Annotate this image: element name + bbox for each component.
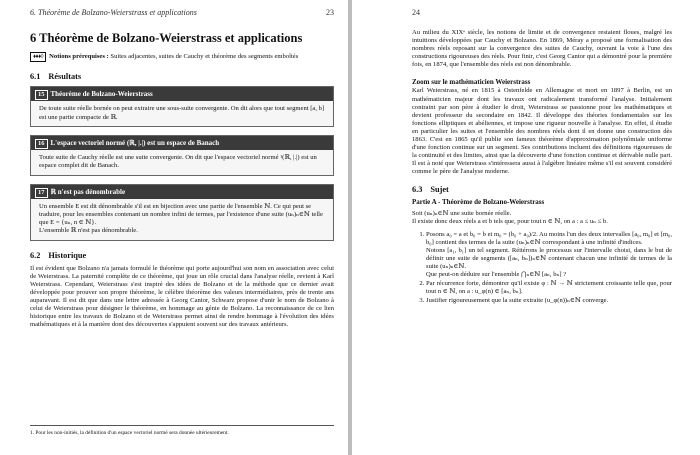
prereq-label: Notions prérequises :	[49, 53, 109, 60]
theorem-17-body	[31, 199, 333, 240]
section-number: 6.1	[30, 72, 41, 82]
section-number: 6.2	[30, 250, 41, 260]
question-1	[426, 231, 672, 280]
left-page	[0, 0, 348, 455]
theorem-16-header	[31, 136, 333, 150]
question-1-text: Posons a₀ = a et b₀ = b et m₀ = (b₀ + a₀)/2. Au moins l'un des deux intervalles [a₀, m₀] et [m₀, b₀] contient des termes de la suite (uₙ)ₙ∈ℕ correspondant à une infinité d'indices.	[426, 230, 672, 246]
theorem-title: ℝ n'est pas dénombrable	[50, 187, 126, 196]
chapter-title: 6 Théorème de Bolzano-Weierstrass et applications	[30, 31, 303, 45]
left-running-head	[30, 8, 334, 17]
theorem-17-statement: L'ensemble ℝ n'est pas dénombrable.	[39, 227, 138, 235]
left-running-title: 6. Théorème de Bolzano-Weierstrass et applications	[30, 8, 197, 17]
history-paragraph: Il est évident que Bolzano n'a jamais formulé le théorème qui porte aujourd'hui son nom en association avec celui de Weierstrass. La paternité complète de ce théorème, qui joue un rôle crucial dans l'analyse réelle, revient à Karl Weierstrass. Cependant, Weierstrass s'est inspiré des idées de Bolzano et de la méthode que ce dernier avait développée pour prouver son propre théorème, le célèbre théorème des valeurs intermédiaires, près de trente ans auparavant. Il est dit que dans une lettre adressée à Georg Cantor, Schwarz propose d'unir le nom de Bolzano à celui de Weierstrass pour désigner le théorème, en hommage au génie de Bolzano. La reconnaissance de ce lien historique entre les travaux de Bolzano et de Weierstrass permet ainsi de rendre hommage à l'évolution des idées mathématiques et à la manière dont des découvertes s'appuient souvent sur des travaux antérieurs.	[30, 264, 334, 329]
difficulty-diamonds-icon: ♦♦♦◊	[30, 52, 46, 62]
question-3: 3. Justifier rigoureusement que la suite extraite (u_φ(n))ₙ∈ℕ converge.	[426, 297, 672, 305]
question-1-text-c: Que peut-on déduire sur l'ensemble ⋂ₙ∈ℕ [aₙ, bₙ] ?	[426, 271, 567, 279]
theorem-16	[30, 135, 334, 176]
section-number: 6.3	[412, 184, 423, 194]
theorem-number: 17	[35, 188, 48, 198]
theorem-16-body: Toute suite de Cauchy réelle est une suite convergente. On dit que l'espace vectoriel normé ¹(ℝ, |.|) est un espace complet dit de Banach.	[31, 150, 333, 175]
section-sujet-heading	[412, 185, 672, 194]
right-running-head	[412, 8, 672, 17]
theorem-15	[30, 86, 334, 127]
right-page	[352, 0, 700, 455]
left-page-number: 23	[326, 8, 334, 17]
theorem-17	[30, 184, 334, 241]
theorem-17-text: Un ensemble E est dit dénombrable s'il est en bijection avec une partie de l'ensemble ℕ. Ce qui peut se traduire, pour les ensembles contenant un nombre infini de termes, par l'existence d'une suite (uₙ)ₙ∈ℕ telle que E = {uₙ, n ∈ ℕ}.	[39, 202, 323, 227]
section-title: Résultats	[48, 72, 82, 82]
footnote: 1. Pour les non-initiés, la définition d'un espace vectoriel normé sera donnée ultérieurement.	[30, 425, 334, 437]
theorem-title: Théorème de Bolzano-Weierstrass	[50, 90, 153, 99]
prereq-text: Suites adjacentes, suites de Cauchy et théorème des segments emboîtés	[108, 53, 299, 60]
theorem-number: 15	[35, 90, 48, 100]
history-continuation: Au milieu du XIXᵉ siècle, les notions de limite et de convergence restaient floues, malgré les intuitions développées par Cauchy et Bolzano. En 1869, Méray a proposé une formalisation des nombres réels reposant sur la convergence des suites de Cauchy, ouvrant la voie à l'une des constructions rigoureuses des réels. Pour finir, c'est Georg Cantor qui a démontré pour la première fois, en 1874, que l'ensemble des réels est non dénombrable.	[412, 29, 672, 69]
question-1-text-b: Notons [a₁, b₁] un tel segment. Réitérons le processus sur l'intervalle choisi, dans le but de définir une suite de segments ([aₙ, bₙ])ₙ∈ℕ contenant chacun une infinité de termes de la suite (uₙ)ₙ∈ℕ.	[426, 246, 672, 271]
right-page-number: 24	[412, 8, 420, 17]
question-2: 2. Par récurrence forte, démontrer qu'il existe φ : ℕ → ℕ strictement croissante telle que, pour tout n ∈ ℕ, on a : u_φ(n) ∈ [aₙ, bₙ].	[426, 280, 672, 296]
prerequisites	[30, 52, 334, 62]
zoom-paragraph: Karl Weierstrass, né en 1815 à Ostenfelde en Allemagne et mort en 1897 à Berlin, est un mathématicien majeur dont les travaux ont radicalement transformé l'analyse. Initialement contraint par son père à étudier le droit, Weierstrass se passionne pour les mathématiques et devient professeur du secondaire en 1842. Il développe des théories fondamentales sur les fonctions elliptiques et abéliennes, et impose une rigueur nouvelle à l'analyse. En effet, il étudie en particulier les suites et l'ensemble des nombres réels dont il en donne une construction dès 1863. C'est en 1865 qu'il publie son fameux théorème d'approximation polynômiale uniforme d'une fonction continue sur un segment. Ses contributions incluent des définitions rigoureuses de la continuité et des limites, ainsi que la découverte d'une fonction continue et dérivable nulle part. Il est à noté que Weierstrass s'intéressera aussi à l'algèbre linéaire même s'il est souvent considéré comme le père de l'analyse moderne.	[412, 87, 672, 176]
section-history-heading	[30, 251, 334, 260]
setup-line-1: Soit (uₙ)ₙ∈ℕ une suite bornée réelle.	[412, 209, 512, 217]
section-results-heading	[30, 72, 334, 81]
zoom-heading: Zoom sur le mathématicien Weierstrass	[412, 78, 531, 87]
section-title: Historique	[48, 250, 87, 260]
theorem-15-body: De toute suite réelle bornée on peut extraire une sous-suite convergente. On dit alors que tout segment [a, b] est une partie compacte de ℝ.	[31, 101, 333, 126]
question-list	[412, 231, 672, 306]
section-title: Sujet	[430, 184, 449, 194]
theorem-title: L'espace vectoriel normé (ℝ, |.|) est un espace de Banach	[50, 139, 220, 147]
part-a-title: Partie A - Théorème de Bolzano-Weierstrass	[412, 197, 545, 206]
theorem-15-header	[31, 87, 333, 101]
setup-line-2: Il existe donc deux réels a et b tels que, pour tout n ∈ ℕ, on a : a ≤ uₙ ≤ b.	[412, 217, 608, 225]
theorem-17-header	[31, 185, 333, 199]
theorem-number: 16	[35, 139, 48, 149]
